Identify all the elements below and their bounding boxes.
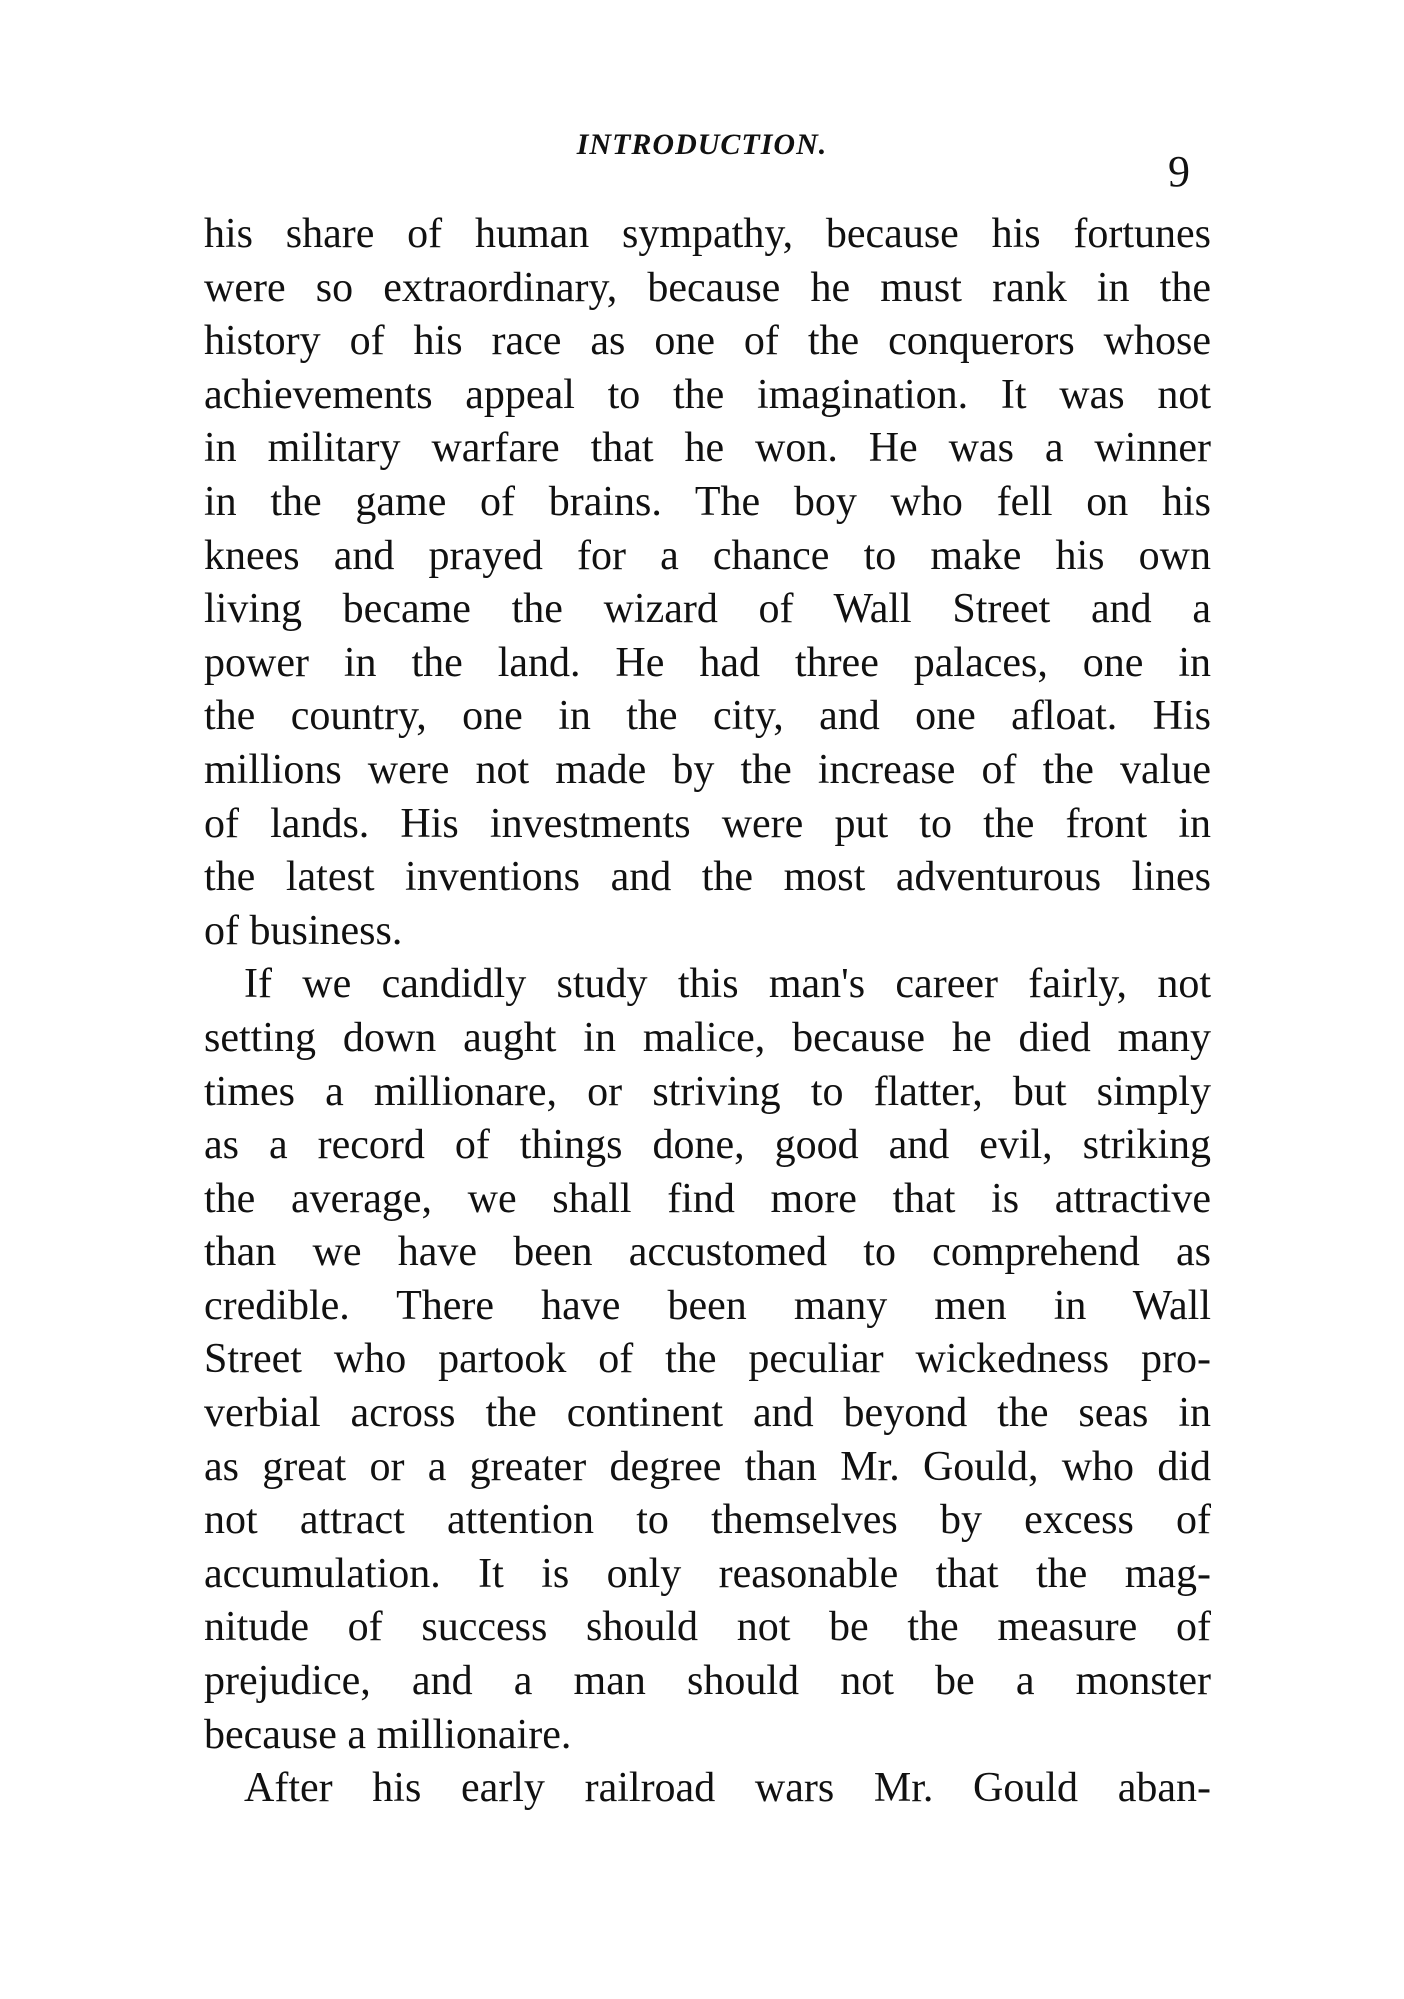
page-number: 9 [1168,147,1190,196]
text-line: in military warfare that he won. He was a winner [204,425,1211,472]
text-line: accumulation. It is only reasonable that the mag- [204,1550,1211,1597]
text-line: the country, one in the city, and one afloat. His [204,693,1211,740]
text-line: millions were not made by the increase of the value [204,746,1211,793]
paragraph-start-line: If we candidly study this man's career fairly, not [244,961,1211,1008]
text-line: in the game of brains. The boy who fell on his [204,478,1211,525]
text-line: nitude of success should not be the measure of [204,1604,1211,1651]
text-line: were so extraordinary, because he must rank in the [204,264,1211,311]
text-line: than we have been accustomed to comprehend as [204,1229,1211,1276]
text-line: of lands. His investments were put to the front in [204,800,1211,847]
text-line: the average, we shall find more that is attractive [204,1175,1211,1222]
paragraph-end-line: of business. [204,907,403,954]
body-text [204,208,1211,1816]
text-line: power in the land. He had three palaces, one in [204,639,1211,686]
text-line: setting down aught in malice, because he died many [204,1014,1211,1061]
text-line: times a millionare, or striving to flatter, but simply [204,1068,1211,1115]
text-line: Street who partook of the peculiar wickedness pro- [204,1336,1211,1383]
text-line: credible. There have been many men in Wall [204,1282,1211,1329]
paragraph-end-line: because a millionaire. [204,1711,572,1758]
text-line: as great or a greater degree than Mr. Gould, who did [204,1443,1211,1490]
text-line: his share of human sympathy, because his fortunes [204,211,1211,257]
running-title: INTRODUCTION. [576,128,828,161]
text-line: history of his race as one of the conquerors whose [204,318,1211,365]
text-line: living became the wizard of Wall Street and a [204,586,1211,633]
text-line: the latest inventions and the most adventurous lines [204,854,1211,901]
text-line: achievements appeal to the imagination. It was not [204,371,1211,418]
text-line: as a record of things done, good and evil, striking [204,1122,1211,1169]
text-line: verbial across the continent and beyond the seas in [204,1390,1211,1437]
text-line: not attract attention to themselves by excess of [204,1497,1211,1544]
text-line: prejudice, and a man should not be a monster [204,1658,1211,1705]
text-line: knees and prayed for a chance to make his own [204,532,1211,579]
paragraph-start-line: After his early railroad wars Mr. Gould aban- [244,1765,1211,1812]
